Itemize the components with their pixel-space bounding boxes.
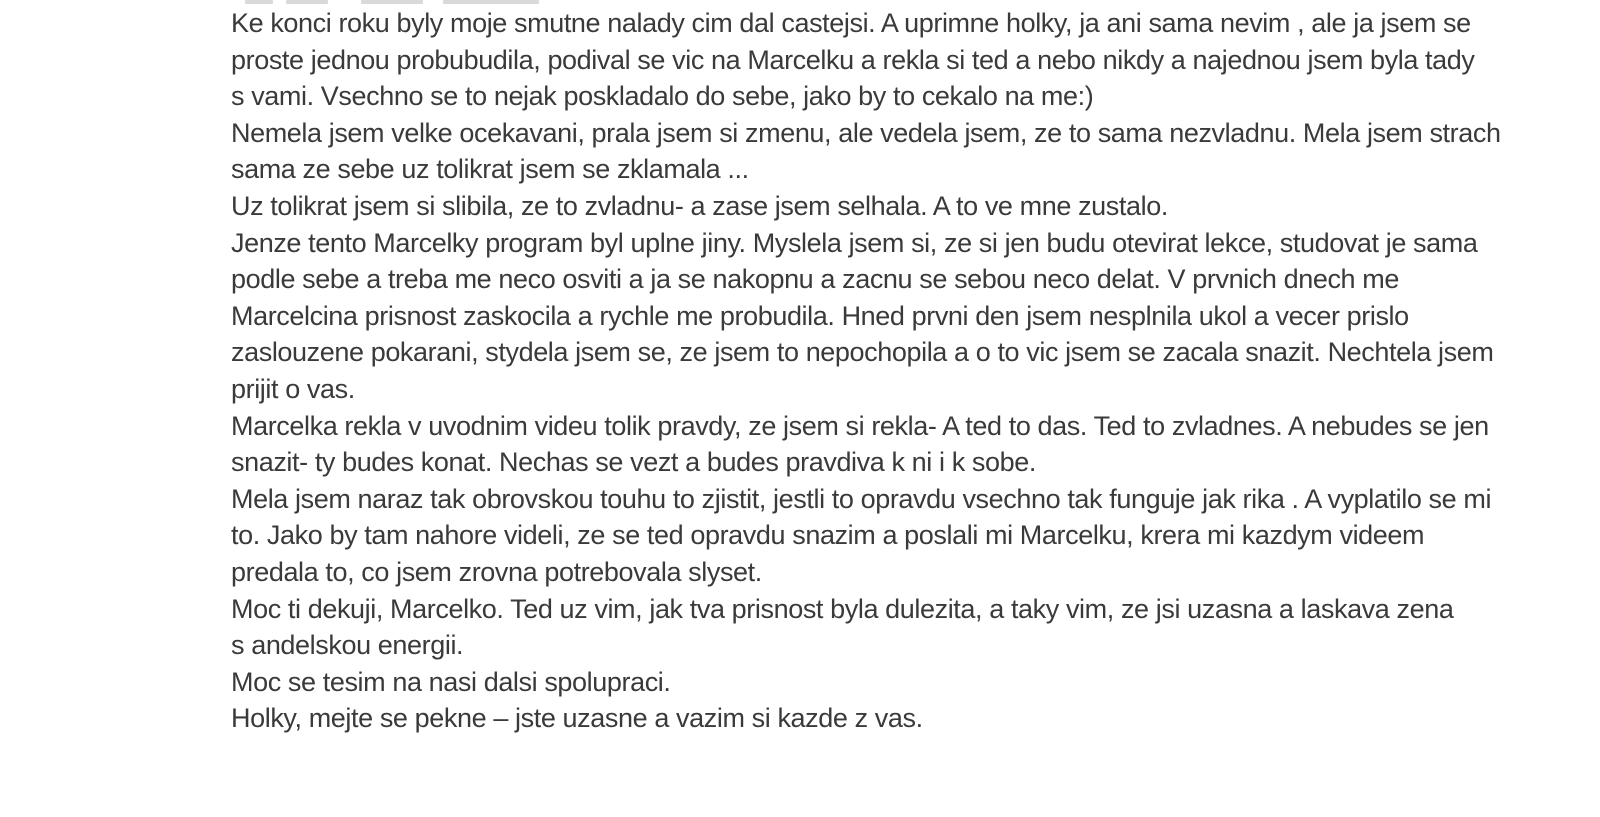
testimonial-text-block bbox=[231, 5, 1561, 737]
text-line: s andelskou energii. bbox=[231, 630, 464, 661]
clipped-text-fragment bbox=[361, 0, 423, 4]
text-line: Moc se tesim na nasi dalsi spolupraci. bbox=[231, 666, 671, 697]
clipped-previous-line bbox=[231, 0, 931, 4]
text-line: predala to, co jsem zrovna potrebovala slyset. bbox=[231, 556, 762, 587]
text-line: Marcelka rekla v uvodnim videu tolik pravdy, ze jsem si rekla- A ted to das. Ted to zvladnes. A nebudes se jen bbox=[231, 410, 1489, 441]
text-line: s vami. Vsechno se to nejak poskladalo do sebe, jako by to cekalo na me:) bbox=[231, 81, 1094, 112]
text-line: Nemela jsem velke ocekavani, prala jsem si zmenu, ale vedela jsem, ze to sama nezvladnu. Mela jsem strach bbox=[231, 117, 1501, 148]
text-line: sama ze sebe uz tolikrat jsem se zklamala ... bbox=[231, 154, 749, 185]
clipped-text-fragment bbox=[286, 0, 328, 4]
text-line: zaslouzene pokarani, stydela jsem se, ze jsem to nepochopila a o to vic jsem se zacala snazit. Nechtela jsem bbox=[231, 337, 1494, 368]
clipped-text-fragment bbox=[443, 0, 539, 4]
text-line: snazit- ty budes konat. Nechas se vezt a budes pravdiva k ni i k sobe. bbox=[231, 447, 1036, 478]
text-line: Jenze tento Marcelky program byl uplne jiny. Myslela jsem si, ze si jen budu otevirat lekce, studovat je sama bbox=[231, 227, 1478, 258]
clipped-text-fragment bbox=[245, 0, 273, 4]
text-line: prijit o vas. bbox=[231, 373, 355, 404]
text-line: Uz tolikrat jsem si slibila, ze to zvladnu- a zase jsem selhala. A to ve mne zustalo. bbox=[231, 190, 1168, 221]
text-line: Holky, mejte se pekne – jste uzasne a vazim si kazde z vas. bbox=[231, 703, 923, 734]
text-line: Moc ti dekuji, Marcelko. Ted uz vim, jak tva prisnost byla dulezita, a taky vim, ze jsi uzasna a laskava zena bbox=[231, 593, 1454, 624]
text-line: podle sebe a treba me neco osviti a ja se nakopnu a zacnu se sebou neco delat. V prvnich dnech me bbox=[231, 264, 1399, 295]
text-line: to. Jako by tam nahore videli, ze se ted opravdu snazim a poslali mi Marcelku, krera mi kazdym videem bbox=[231, 520, 1425, 551]
text-line: Mela jsem naraz tak obrovskou touhu to zjistit, jestli to opravdu vsechno tak funguje jak rika . A vyplatilo se mi bbox=[231, 483, 1492, 514]
text-line: Marcelcina prisnost zaskocila a rychle me probudila. Hned prvni den jsem nesplnila ukol a vecer prislo bbox=[231, 300, 1409, 331]
text-line: Ke konci roku byly moje smutne nalady cim dal castejsi. A uprimne holky, ja ani sama nevim , ale ja jsem se bbox=[231, 8, 1471, 38]
text-line: proste jednou probubudila, podival se vic na Marcelku a rekla si ted a nebo nikdy a najednou jsem byla tady bbox=[231, 44, 1475, 75]
